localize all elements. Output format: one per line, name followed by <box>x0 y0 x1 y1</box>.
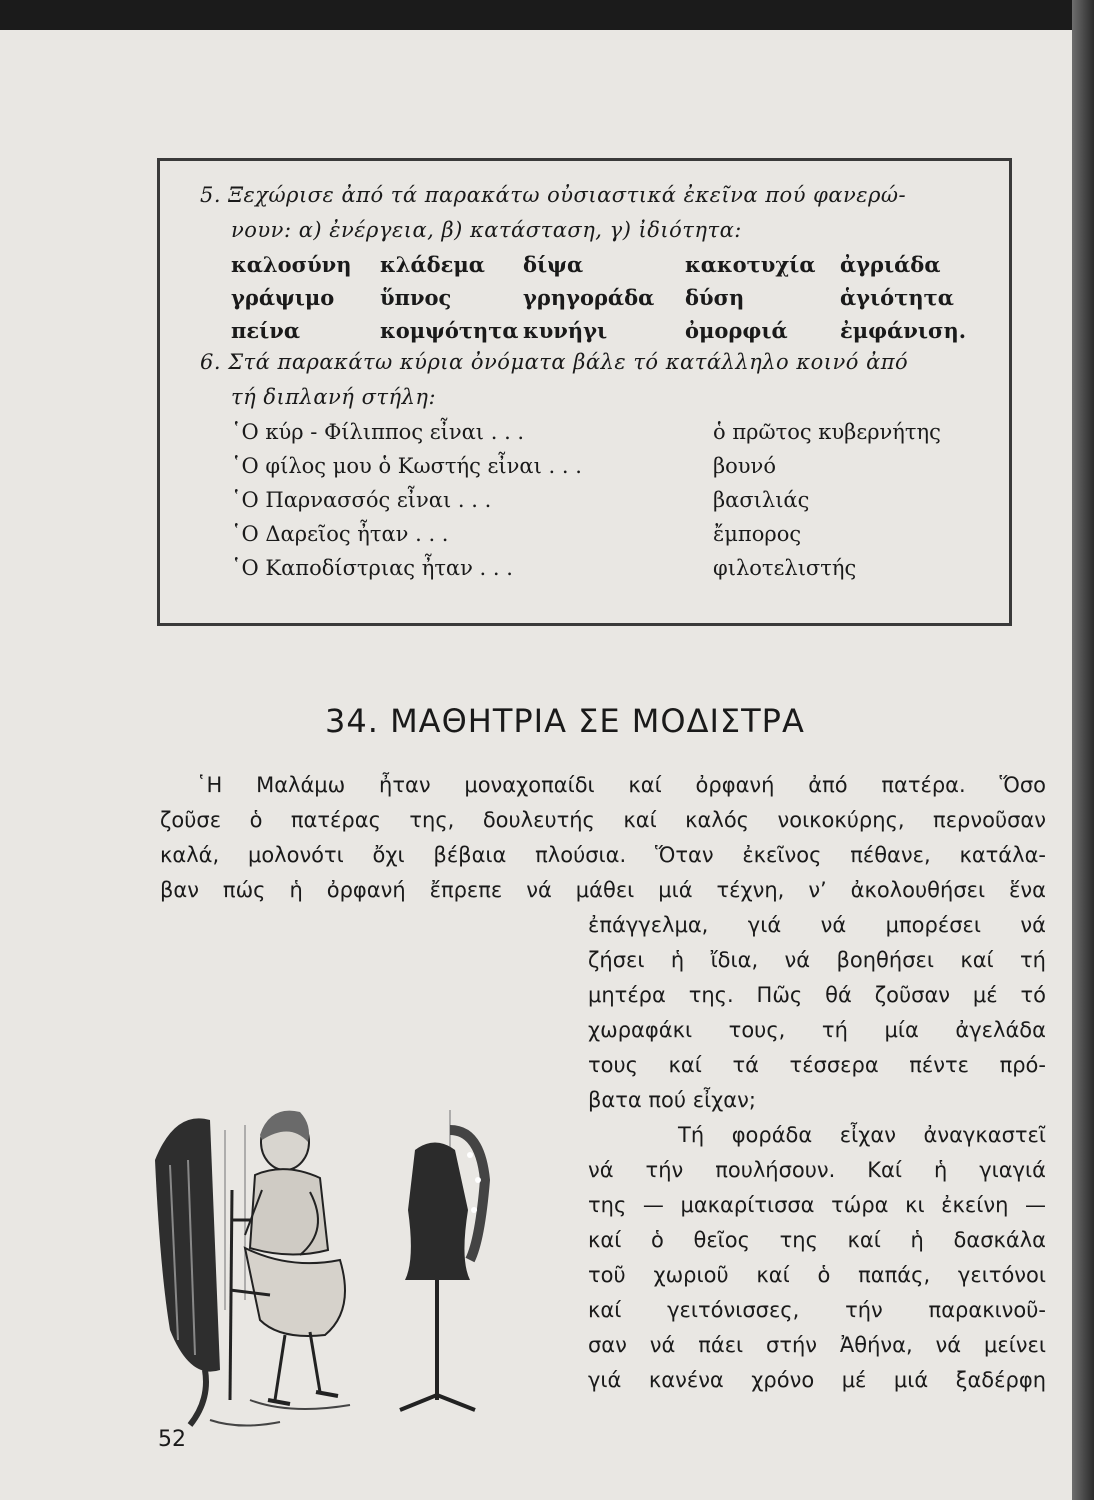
text-line: χωραφάκι τους, τή μία ἀγελάδα <box>588 1018 1046 1042</box>
text-line: ῾Η Μαλάμω ἦταν μοναχοπαίδι καί ὀρφανή ἀπό πατέρα. Ὅσο <box>196 773 1046 797</box>
text-line: σαν νά πάει στήν Ἀθήνα, νά μείνει <box>588 1333 1046 1357</box>
exercise-5-word-grid <box>200 248 1020 350</box>
word: κακοτυχία <box>685 252 816 277</box>
exercise-6-left-column <box>231 415 582 585</box>
word: κλάδεμα <box>380 252 485 277</box>
dress-form <box>400 1130 485 1410</box>
text-line: Τή φοράδα εἶχαν ἀναγκαστεῖ <box>678 1123 1046 1147</box>
seamstress-illustration <box>150 1070 580 1460</box>
word: ἐμφάνιση. <box>840 318 967 343</box>
exercise-6-prompt-line1: 6. Στά παρακάτω κύρια ὀνόματα βάλε τό κατάλληλο κοινό ἀπό <box>200 350 909 374</box>
word: κυνήγι <box>523 318 608 343</box>
text-line: μητέρα της. Πῶς θά ζοῦσαν μέ τό <box>588 983 1046 1007</box>
exercise-5-prompt-line1: 5. Ξεχώρισε ἀπό τά παρακάτω οὐσιαστικά ἐκεῖνα πού φανερώ- <box>200 183 907 207</box>
text-line: ζοῦσε ὁ πατέρας της, δουλευτής καί καλός νοικοκύρης, περνοῦσαν <box>160 808 1046 832</box>
word: καλοσύνη <box>231 252 352 277</box>
curtain-shape <box>155 1118 220 1425</box>
word: δίψα <box>523 252 584 277</box>
left-item: ῾Ο Παρνασσός εἶναι . . . <box>231 488 492 512</box>
left-item: ῾Ο κύρ - Φίλιππος εἶναι . . . <box>231 420 525 444</box>
exercise-6-columns <box>200 415 1020 590</box>
lesson-intro <box>160 768 1046 908</box>
book-page <box>0 30 1072 1500</box>
exercise-5 <box>200 178 1020 350</box>
word: δύση <box>685 285 745 310</box>
lesson-column <box>588 908 1046 1398</box>
text-line: ζήσει ἡ ἴδια, νά βοηθήσει καί τή <box>588 948 1046 972</box>
word: ἁγιότητα <box>840 285 954 310</box>
text-line: νά τήν πουλήσουν. Καί ἡ γιαγιά <box>588 1158 1046 1182</box>
text-line: τοῦ χωριοῦ καί ὁ παπάς, γειτόνοι <box>588 1263 1046 1287</box>
book-spine <box>1072 0 1094 1500</box>
word: κομψότητα <box>380 318 519 343</box>
right-item: ὁ πρῶτος κυβερνήτης <box>713 420 941 444</box>
left-item: ῾Ο Καποδίστριας ἦταν . . . <box>231 556 513 580</box>
text-line: βατα πού εἶχαν; <box>588 1088 756 1112</box>
word: ὀμορφιά <box>685 318 788 343</box>
exercise-6-right-column <box>713 415 941 585</box>
lesson-title: 34. ΜΑΘΗΤΡΙΑ ΣΕ ΜΟΔΙΣΤΡΑ <box>325 702 805 740</box>
exercise-5-prompt-line2: νουν: α) ἐνέργεια, β) κατάσταση, γ) ἰδιότητα: <box>231 218 742 242</box>
text-line: καί ὁ θεῖος της καί ἡ δασκάλα <box>588 1228 1046 1252</box>
word: γρηγοράδα <box>523 285 655 310</box>
word: πείνα <box>231 318 301 343</box>
text-line: καί γειτόνισσες, τήν παρακινοῦ- <box>588 1298 1046 1322</box>
text-line: καλά, μολονότι ὄχι βέβαια πλούσια. Ὅταν ἐκεῖνος πέθανε, κατάλα- <box>160 843 1046 867</box>
right-item: φιλοτελιστής <box>713 556 857 580</box>
page-number: 52 <box>158 1427 186 1452</box>
left-item: ῾Ο φίλος μου ὁ Κωστής εἶναι . . . <box>231 454 582 478</box>
word: ὕπνος <box>380 285 452 310</box>
word: ἀγριάδα <box>840 252 941 277</box>
word: γράψιμο <box>231 285 335 310</box>
text-line: ἐπάγγελμα, γιά νά μπορέσει νά <box>588 913 1046 937</box>
right-item: βουνό <box>713 454 776 478</box>
text-line: τους καί τά τέσσερα πέντε πρό- <box>588 1053 1046 1077</box>
text-line: γιά κανένα χρόνο μέ μιά ξαδέρφη <box>588 1368 1046 1392</box>
text-line: της — μακαρίτισσα τώρα κι ἐκείνη — <box>588 1193 1046 1217</box>
exercise-6-prompt-line2: τή διπλανή στήλη: <box>231 385 437 409</box>
right-item: βασιλιάς <box>713 488 810 512</box>
left-item: ῾Ο Δαρεῖος ἦταν . . . <box>231 522 449 546</box>
exercise-6 <box>200 345 1020 590</box>
right-item: ἔμπορος <box>713 522 802 546</box>
text-line: βαν πώς ἡ ὀρφανή ἔπρεπε νά μάθει μιά τέχνη, ν’ ἀκολουθήσει ἕνα <box>160 878 1046 902</box>
seamstress-figure <box>245 1111 345 1404</box>
